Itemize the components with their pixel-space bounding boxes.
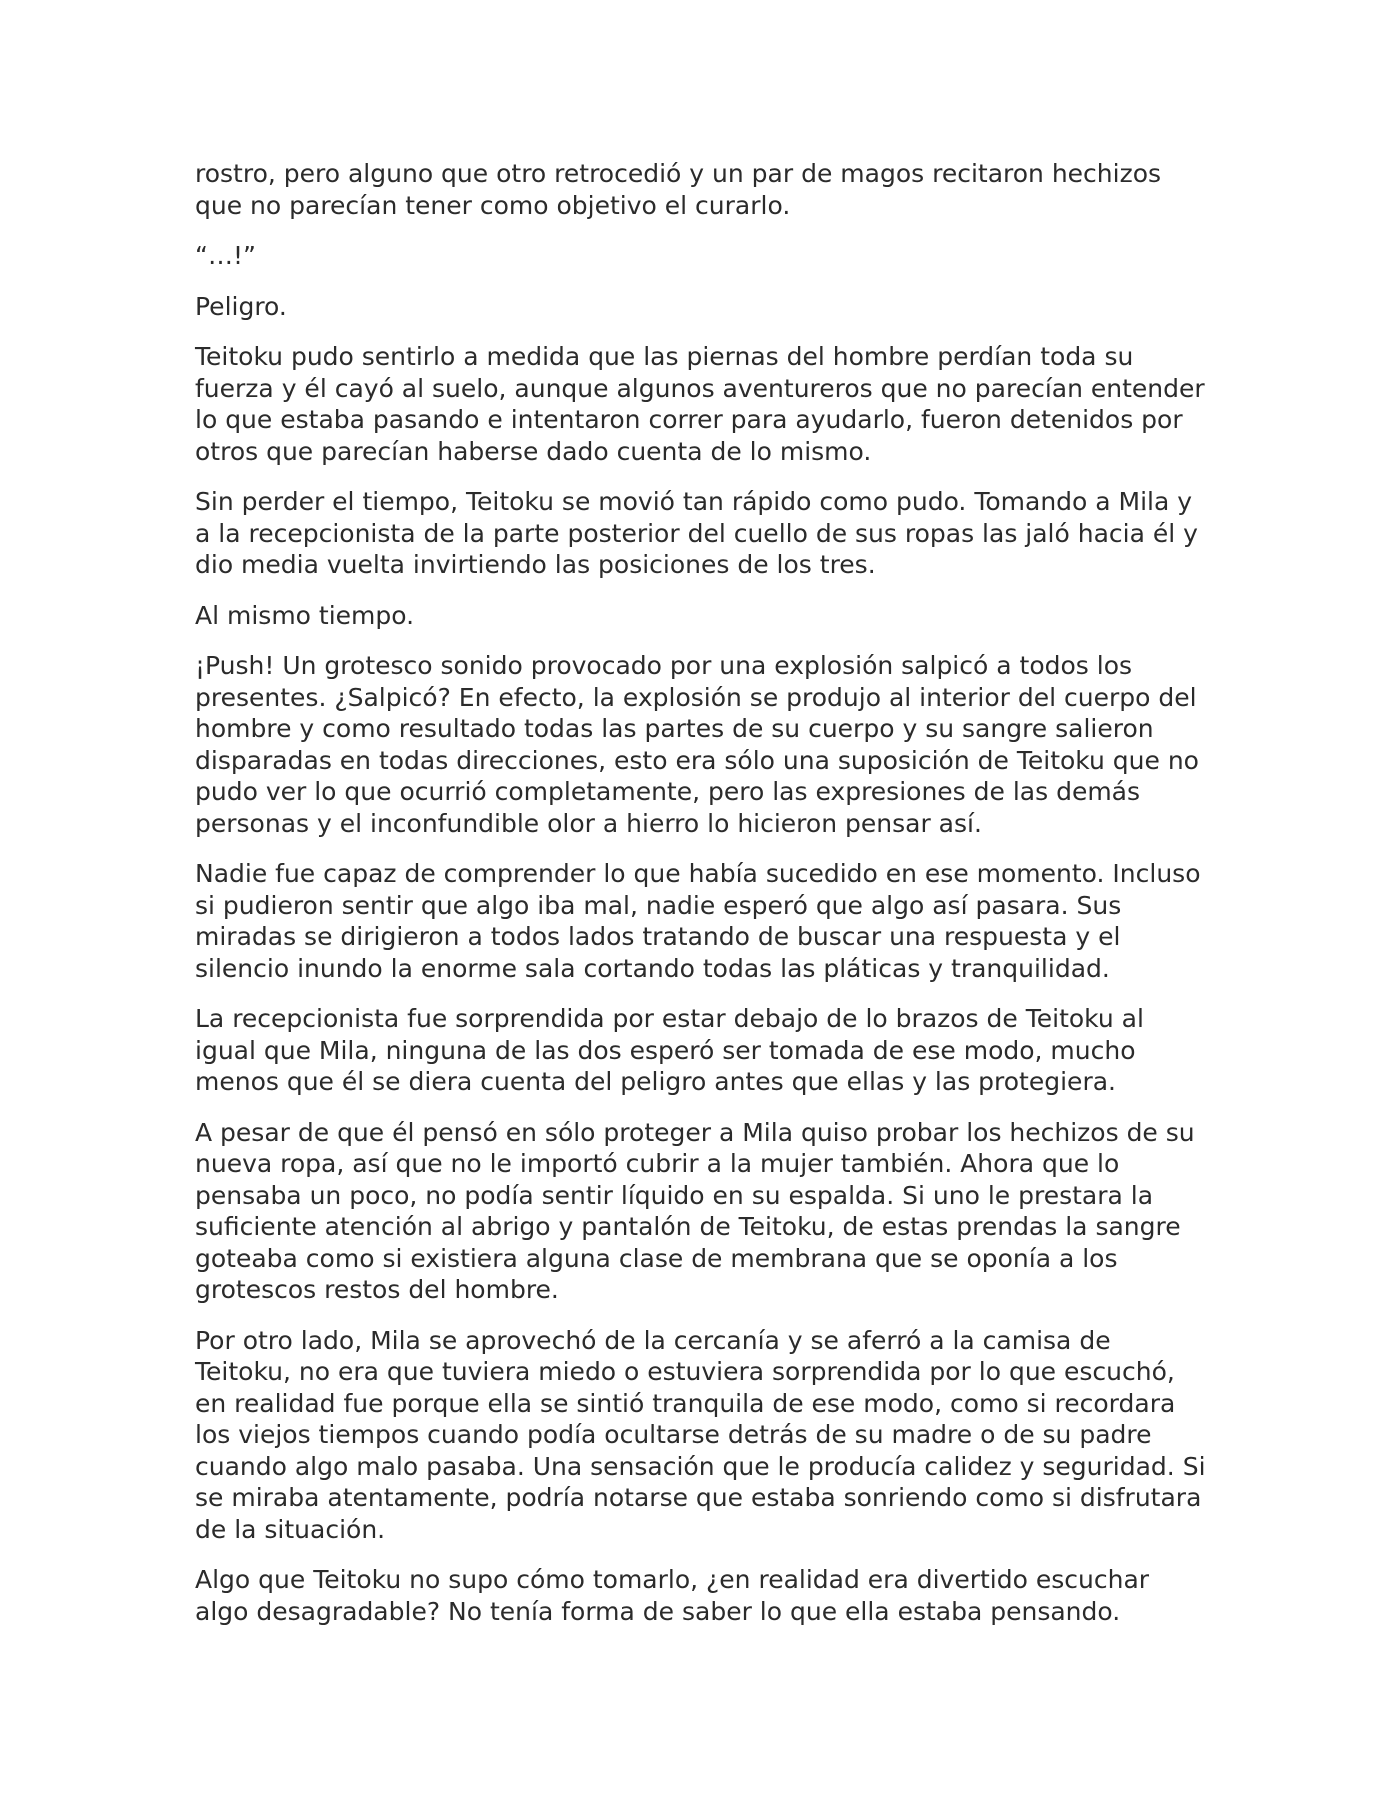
paragraph-10: A pesar de que él pensó en sólo proteger a Mila quiso probar los hechizos de su nueva ropa, así que no le importó cubrir a la mujer también. Ahora que lo pensaba un poco, no podía sentir líquido en su espalda. Si uno le prestara la suficiente atención al abrigo y pantalón de Teitoku, de estas prendas la sangre goteaba como si existiera alguna clase de membrana que se oponía a los grotescos restos del hombre. xyxy=(195,1117,1195,1304)
paragraph-11: Por otro lado, Mila se aprovechó de la cercanía y se aferró a la camisa de Teitoku, no era que tuviera miedo o estuviera sorprendida por lo que escuchó, en realidad fue porque ella se sintió tranquila de ese modo, como si recordara los viejos tiempos cuando podía ocultarse detrás de su madre o de su padre cuando algo malo pasaba. Una sensación que le producía calidez y seguridad. Si se miraba atentamente, podría notarse que estaba sonriendo como si disfrutara de la situación. xyxy=(195,1325,1206,1544)
paragraph-3: Peligro. xyxy=(195,291,287,321)
paragraph-9: La recepcionista fue sorprendida por estar debajo de lo brazos de Teitoku al igual que Mila, ninguna de las dos esperó ser tomada de ese modo, mucho menos que él se diera cuenta del peligro antes que ellas y las protegiera. xyxy=(195,1004,1144,1096)
paragraph-7: ¡Push! Un grotesco sonido provocado por una explosión salpicó a todos los presentes. ¿Salpicó? En efecto, la explosión se produjo al interior del cuerpo del hombre y como resultado todas las partes de su cuerpo y su sangre salieron disparadas en todas direcciones, esto era sólo una suposición de Teitoku que no pudo ver lo que ocurrió completamente, pero las expresiones de las demás personas y el inconfundible olor a hierro lo hicieron pensar así. xyxy=(195,651,1199,838)
document-page xyxy=(195,158,1207,1646)
paragraph-5: Sin perder el tiempo, Teitoku se movió tan rápido como pudo. Tomando a Mila y a la recepcionista de la parte posterior del cuello de sus ropas las jaló hacia él y dio media vuelta invirtiendo las posiciones de los tres. xyxy=(195,487,1198,579)
paragraph-2: “…!” xyxy=(195,241,256,270)
paragraph-12: Algo que Teitoku no supo cómo tomarlo, ¿en realidad era divertido escuchar algo desagradable? No tenía forma de saber lo que ella estaba pensando. xyxy=(195,1565,1150,1626)
paragraph-4: Teitoku pudo sentirlo a medida que las piernas del hombre perdían toda su fuerza y él cayó al suelo, aunque algunos aventureros que no parecían entender lo que estaba pasando e intentaron correr para ayudarlo, fueron detenidos por otros que parecían haberse dado cuenta de lo mismo. xyxy=(195,342,1205,466)
paragraph-1: rostro, pero alguno que otro retrocedió y un par de magos recitaron hechizos que no parecían tener como objetivo el curarlo. xyxy=(195,159,1162,220)
paragraph-8: Nadie fue capaz de comprender lo que había sucedido en ese momento. Incluso si pudieron sentir que algo iba mal, nadie esperó que algo así pasara. Sus miradas se dirigieron a todos lados tratando de buscar una respuesta y el silencio inundo la enorme sala cortando todas las pláticas y tranquilidad. xyxy=(195,859,1201,983)
paragraph-6: Al mismo tiempo. xyxy=(195,600,415,630)
